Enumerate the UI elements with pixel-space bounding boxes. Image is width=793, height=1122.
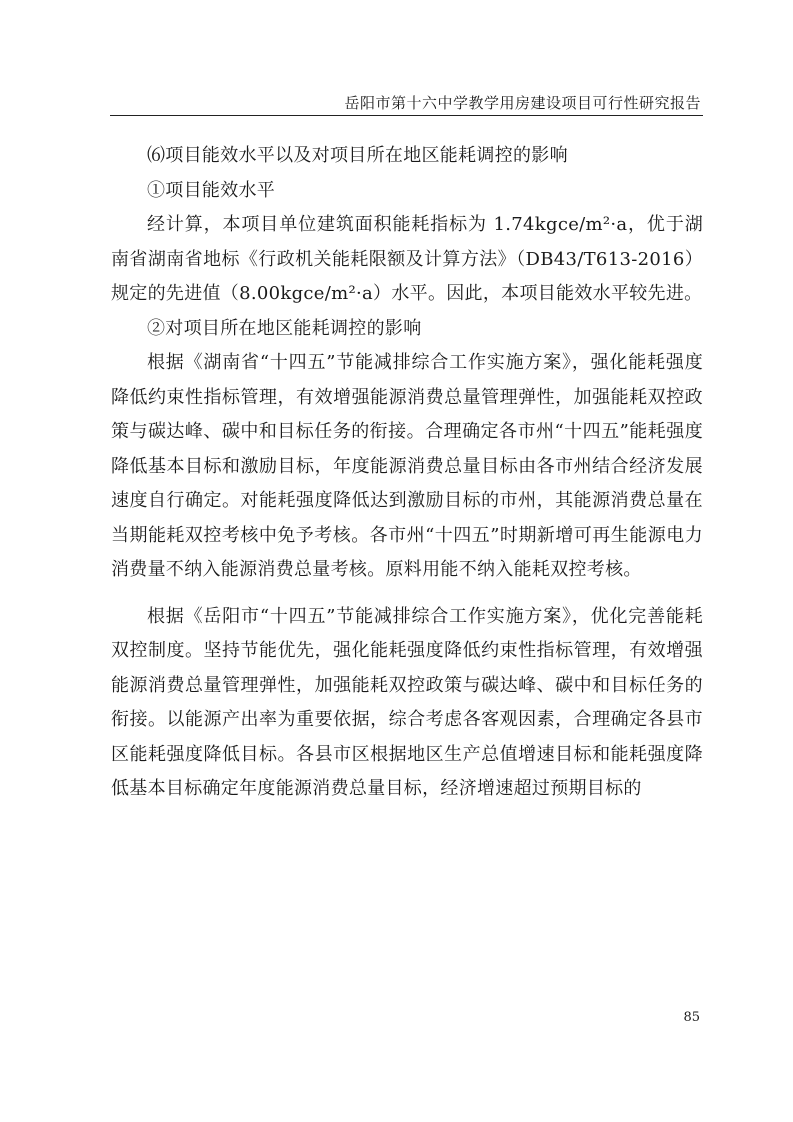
- subsection-heading-impact: ②对项目所在地区能耗调控的影响: [147, 317, 422, 339]
- paragraph-yueyang-plan: 根据《岳阳市“十四五”节能减排综合工作实施方案》，优化完善能耗双控制度。坚持节能优先，强化能耗强度降低约束性指标管理，有效增强能源消费总量管理弹性，加强能耗双控政策与碳达峰、碳中和目标任务的衔接。以能源产出率为重要依据，综合考虑各客观因素，合理确定各县市区能耗强度降低目标。各县市区根据地区生产总值增速目标和能耗强度降低基本目标确定年度能源消费总量目标，经济增速超过预期目标的: [111, 605, 703, 799]
- running-header: 岳阳市第十六中学教学用房建设项目可行性研究报告: [344, 94, 701, 112]
- paragraph-hunan-plan: 根据《湖南省“十四五”节能减排综合工作实施方案》，强化能耗强度降低约束性指标管理，有效增强能源消费总量管理弹性，加强能耗双控政策与碳达峰、碳中和目标任务的衔接。合理确定各市州“十四五”能耗强度降低基本目标和激励目标，年度能源消费总量目标由各市州结合经济发展速度自行确定。对能耗强度降低达到激励目标的市州，其能源消费总量在当期能耗双控考核中免予考核。各市州“十四五”时期新增可再生能源电力消费量不纳入能源消费总量考核。原料用能不纳入能耗双控考核。: [111, 352, 703, 580]
- header-rule: [110, 115, 703, 116]
- paragraph-efficiency: 经计算，本项目单位建筑面积能耗指标为 1.74kgce/m²·a，优于湖南省湖南省地标《行政机关能耗限额及计算方法》（DB43/T613-2016）规定的先进值（8.00kgce/m²·a）水平。因此，本项目能效水平较先进。: [111, 214, 703, 304]
- subsection-heading-efficiency: ①项目能效水平: [147, 179, 276, 201]
- section-heading: ⑹项目能效水平以及对项目所在地区能耗调控的影响: [147, 145, 568, 166]
- page-number: 85: [683, 1010, 700, 1025]
- page-body: [111, 139, 703, 807]
